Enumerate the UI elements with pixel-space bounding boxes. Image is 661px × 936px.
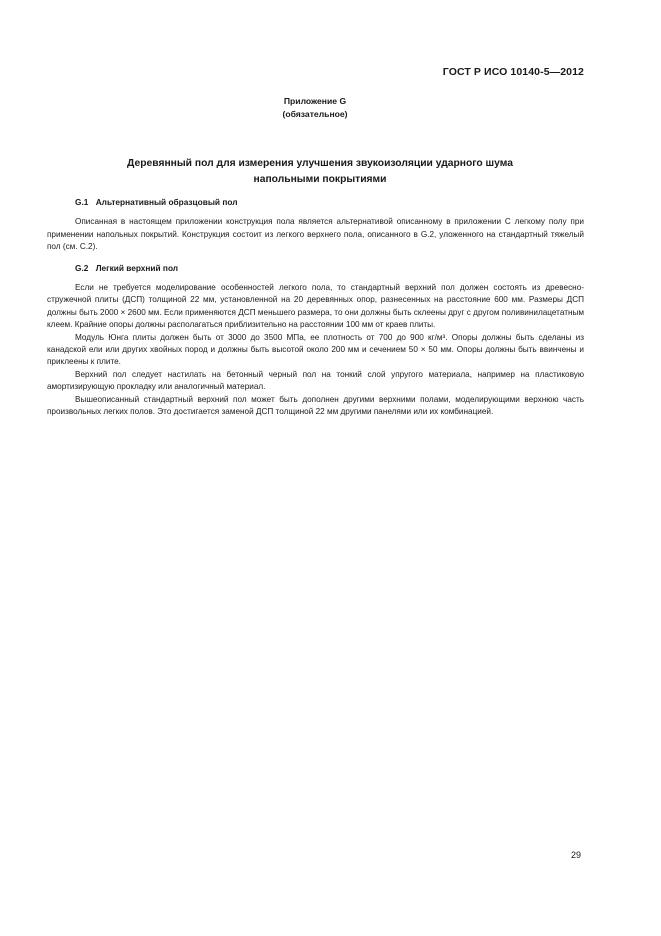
paragraph: Модуль Юнга плиты должен быть от 3000 до 3500 МПа, ее плотность от 700 до 900 кг/м³. Опоры должны быть сделаны из канадской ели или других хвойных пород и должны быть высотой около 200 мм и сечением 50 × 50 мм. Опоры должны быть ввинчены и приклеены к плите. (47, 332, 584, 367)
section-number: G.2 (75, 262, 89, 273)
page-number: 29 (570, 850, 581, 860)
paragraph: Если не требуется моделирование особенностей легкого пола, то стандартный верхний пол должен состоять из древесно-стружечной плиты (ДСП) толщиной 22 мм, установленной на 20 деревянных опор, разнесенных на расстояние 600 мм. Размеры ДСП должны быть 2000 × 2600 мм. Если применяются ДСП меньшего размера, то они должны быть склеены друг с другом поливинилацетатным клеем. Крайние опоры должны располагаться приблизительно на расстоянии 100 мм от краев плиты. (47, 283, 584, 330)
section-g2-text (47, 282, 584, 418)
annex-heading (0, 95, 630, 121)
annex-title: Приложение G (283, 96, 347, 106)
annex-status: (обязательное) (282, 109, 348, 119)
section-title: Легкий верхний пол (95, 262, 179, 273)
main-title (60, 156, 580, 188)
document-code: ГОСТ Р ИСО 10140-5—2012 (442, 66, 584, 78)
section-g1-text (47, 216, 584, 253)
document-body (47, 196, 584, 419)
paragraph: Верхний пол следует настилать на бетонный черный пол на тонкий слой упругого материала, например на пластиковую амортизирующую прокладку или аналогичный материал. (47, 369, 584, 392)
section-heading-g2 (75, 262, 584, 274)
paragraph: Описанная в настоящем приложении конструкция пола является альтернативой описанному в приложении С легкому полу при применении напольных покрытий. Конструкция состоит из легкого верхнего пола, описанного в G.2, уложенного на стандартный тяжелый пол (см. С.2). (47, 217, 584, 252)
main-title-line-1: Деревянный пол для измерения улучшения звукоизоляции ударного шума (127, 158, 513, 169)
main-title-line-2: напольными покрытиями (253, 174, 387, 185)
section-heading-g1 (75, 196, 584, 208)
paragraph: Вышеописанный стандартный верхний пол может быть дополнен другими верхними полами, моделирующими верхнюю часть произвольных легких полов. Это достигается заменой ДСП толщиной 22 мм другими панелями или их комбинацией. (47, 394, 584, 417)
section-title: Альтернативный образцовый пол (95, 197, 238, 207)
section-number: G.1 (75, 197, 89, 207)
